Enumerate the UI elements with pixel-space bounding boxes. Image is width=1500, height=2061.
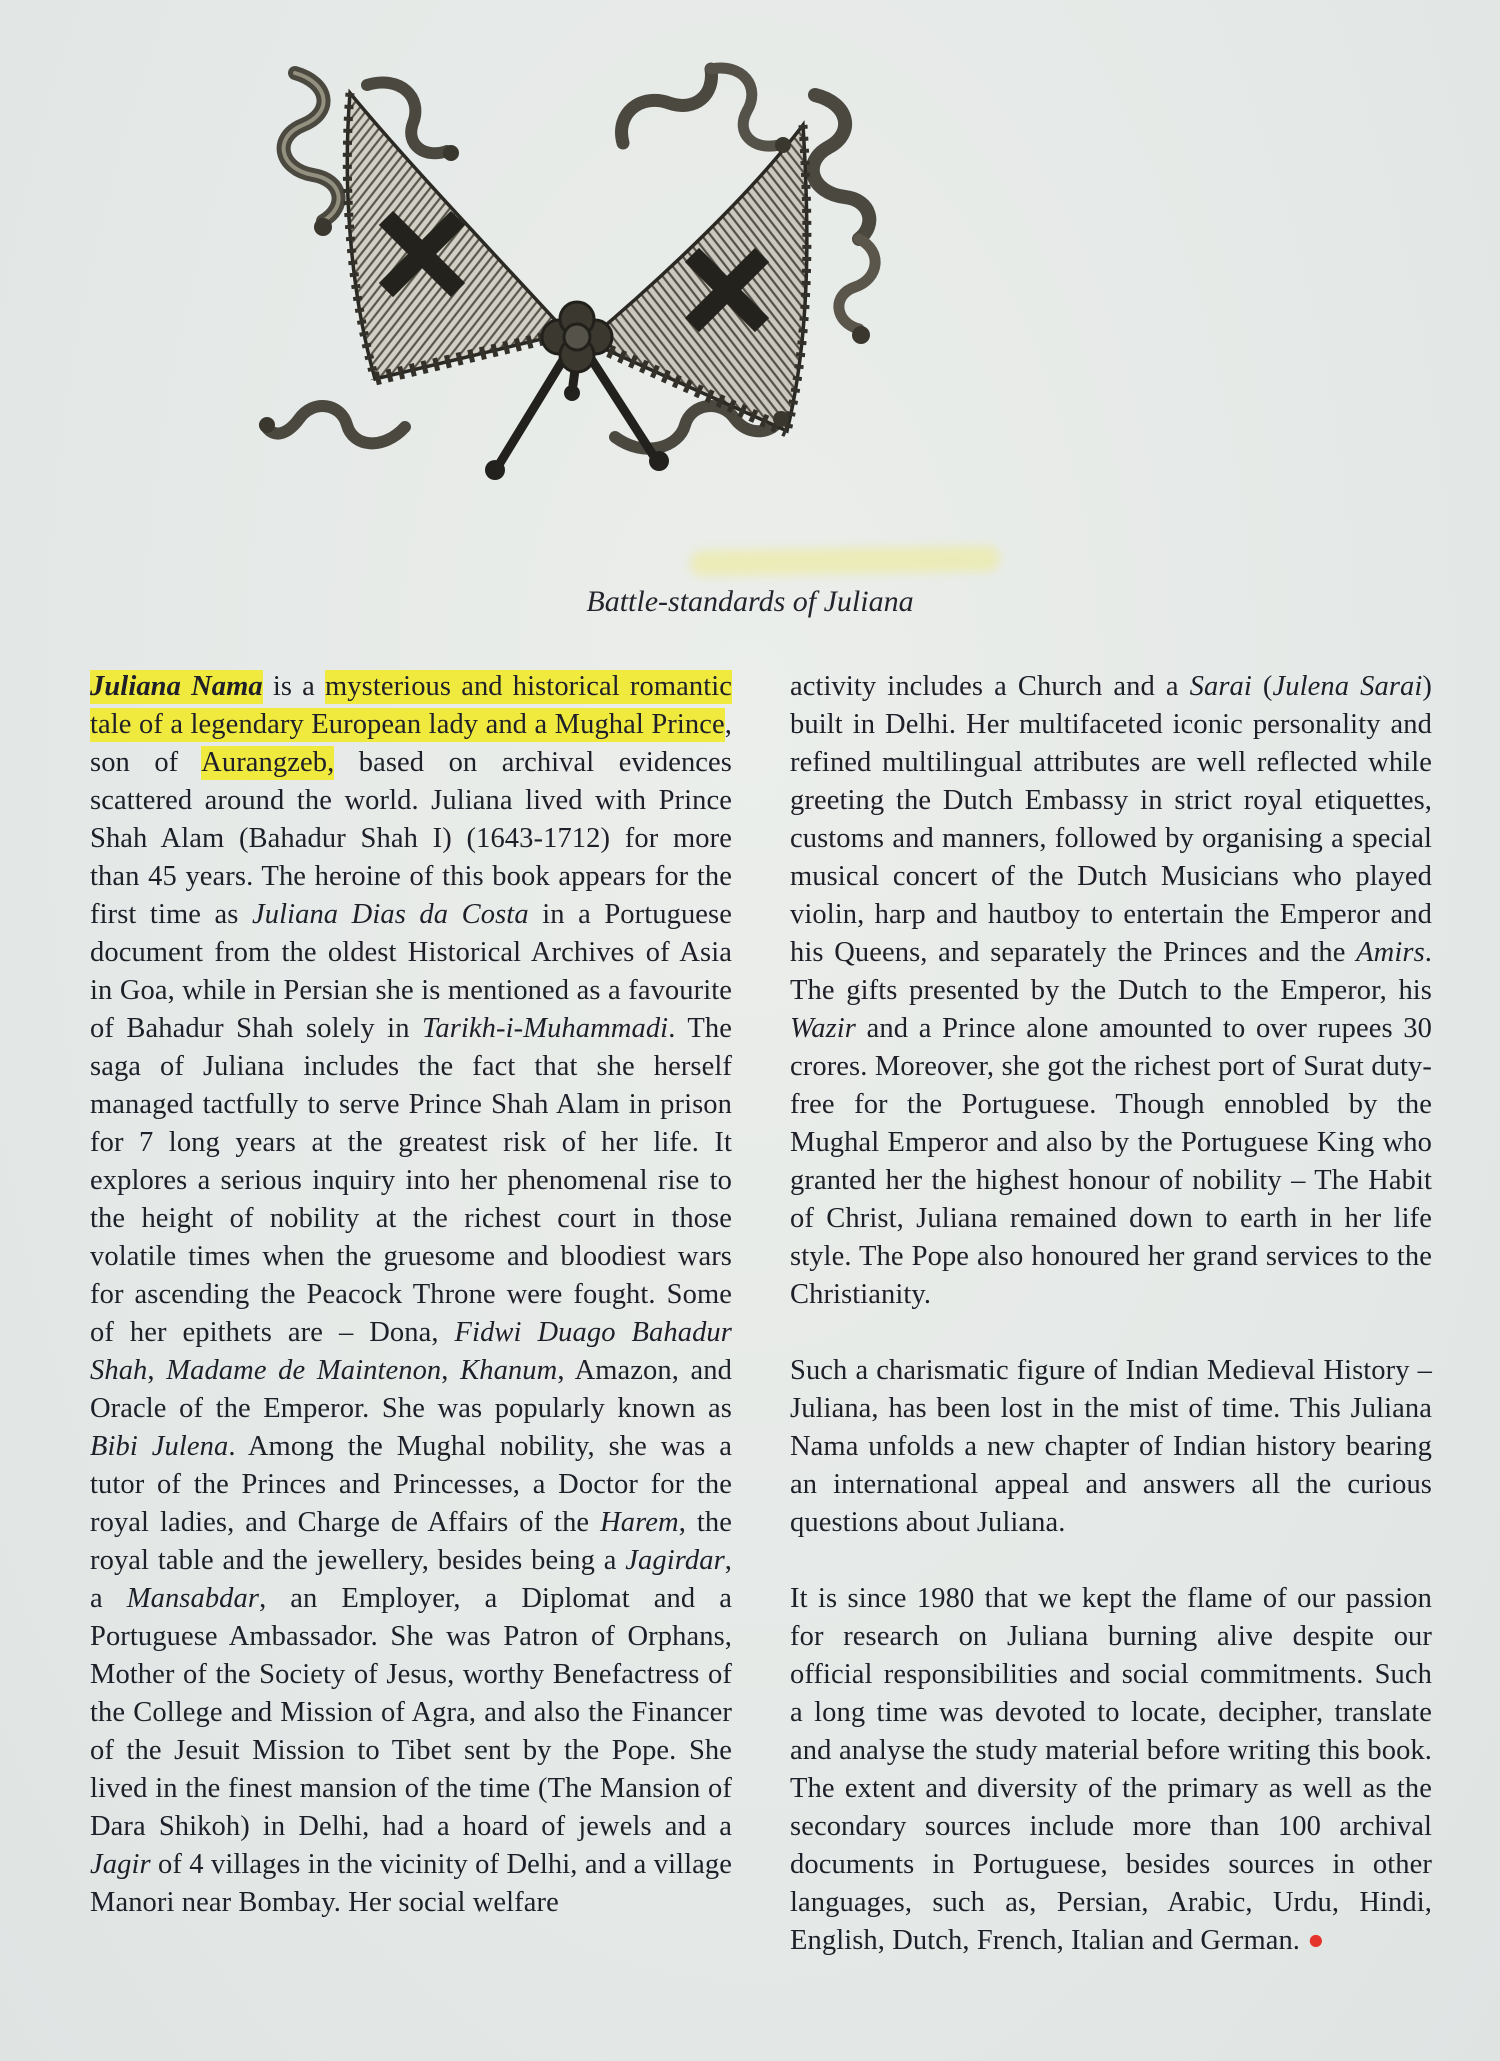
two-column-text <box>90 668 1432 1960</box>
illustration-caption: Battle-standards of Juliana <box>586 585 914 618</box>
highlighter-smear <box>690 545 1000 576</box>
right-column <box>790 668 1432 1960</box>
battle-standards-engraving <box>255 55 905 565</box>
right-column-paragraph-2: Such a charismatic figure of Indian Medieval History – Juliana, has been lost in the mist of time. This Juliana Nama unfolds a new chapter of Indian history bearing an international appeal and answers all the curious questions about Juliana. <box>790 1355 1432 1538</box>
right-flag <box>587 125 807 431</box>
central-rosette <box>542 302 612 372</box>
right-column-paragraph-3: It is since 1980 that we kept the flame of our passion for research on Juliana burning alive despite our official responsibilities and social commitments. Such a long time was devoted to locate, decipher, translate and analyse the study material before writing this book. The extent and diversity of the primary as well as the secondary sources include more than 100 archival documents in Portuguese, besides sources in other languages, such as, Persian, Arabic, Urdu, Hindi, English, Dutch, French, Italian and German. ● <box>790 1583 1432 1956</box>
left-column <box>90 668 732 1960</box>
left-flag <box>347 93 567 379</box>
right-column-paragraph-1: activity includes a Church and a Sarai (Julena Sarai) built in Delhi. Her multifaceted iconic personality and refined multilingual attributes are well reflected while greeting the Dutch Embassy in strict royal etiquettes, customs and manners, followed by organising a special musical concert of the Dutch Musicians who played violin, harp and hautboy to entertain the Emperor and his Queens, and separately the Princes and the Amirs. The gifts presented by the Dutch to the Emperor, his Wazir and a Prince alone amounted to over rupees 30 crores. Moreover, she got the richest port of Surat duty-free for the Portuguese. Though ennobled by the Mughal Emperor and also by the Portuguese King who granted her the highest honour of nobility – The Habit of Christ, Juliana remained down to earth in her life style. The Pope also honoured her grand services to the Christianity. <box>790 671 1432 1310</box>
battle-standards-illustration <box>255 55 905 565</box>
left-column-paragraph: Juliana Nama is a mysterious and historical romantic tale of a legendary European lady and a Mughal Prince, son of Aurangzeb, based on archival evidences scattered around the world. Juliana lived with Prince Shah Alam (Bahadur Shah I) (1643-1712) for more than 45 years. The heroine of this book appears for the first time as Juliana Dias da Costa in a Portuguese document from the oldest Historical Archives of Asia in Goa, while in Persian she is mentioned as a favourite of Bahadur Shah solely in Tarikh-i-Muhammadi. The saga of Juliana includes the fact that she herself managed tactfully to serve Prince Shah Alam in prison for 7 long years at the greatest risk of her life. It explores a serious inquiry into her phenomenal rise to the height of nobility at the richest court in those volatile times when the gruesome and bloodiest wars for ascending the Peacock Throne were fought. Some of her epithets are – Dona, Fidwi Duago Bahadur Shah, Madame de Maintenon, Khanum, Amazon, and Oracle of the Emperor. She was popularly known as Bibi Julena. Among the Mughal nobility, she was a tutor of the Princes and Princesses, a Doctor for the royal ladies, and Charge de Affairs of the Harem, the royal table and the jewellery, besides being a Jagirdar, a Mansabdar, an Employer, a Diplomat and a Portuguese Ambassador. She was Patron of Orphans, Mother of the Society of Jesus, worthy Benefactress of the College and Mission of Agra, and also the Financer of the Jesuit Mission to Tibet sent by the Pope. She lived in the finest mansion of the time (The Mansion of Dara Shikoh) in Delhi, had a hoard of jewels and a Jagir of 4 villages in the vicinity of Delhi, and a village Manori near Bombay. Her social welfare <box>90 671 733 1918</box>
